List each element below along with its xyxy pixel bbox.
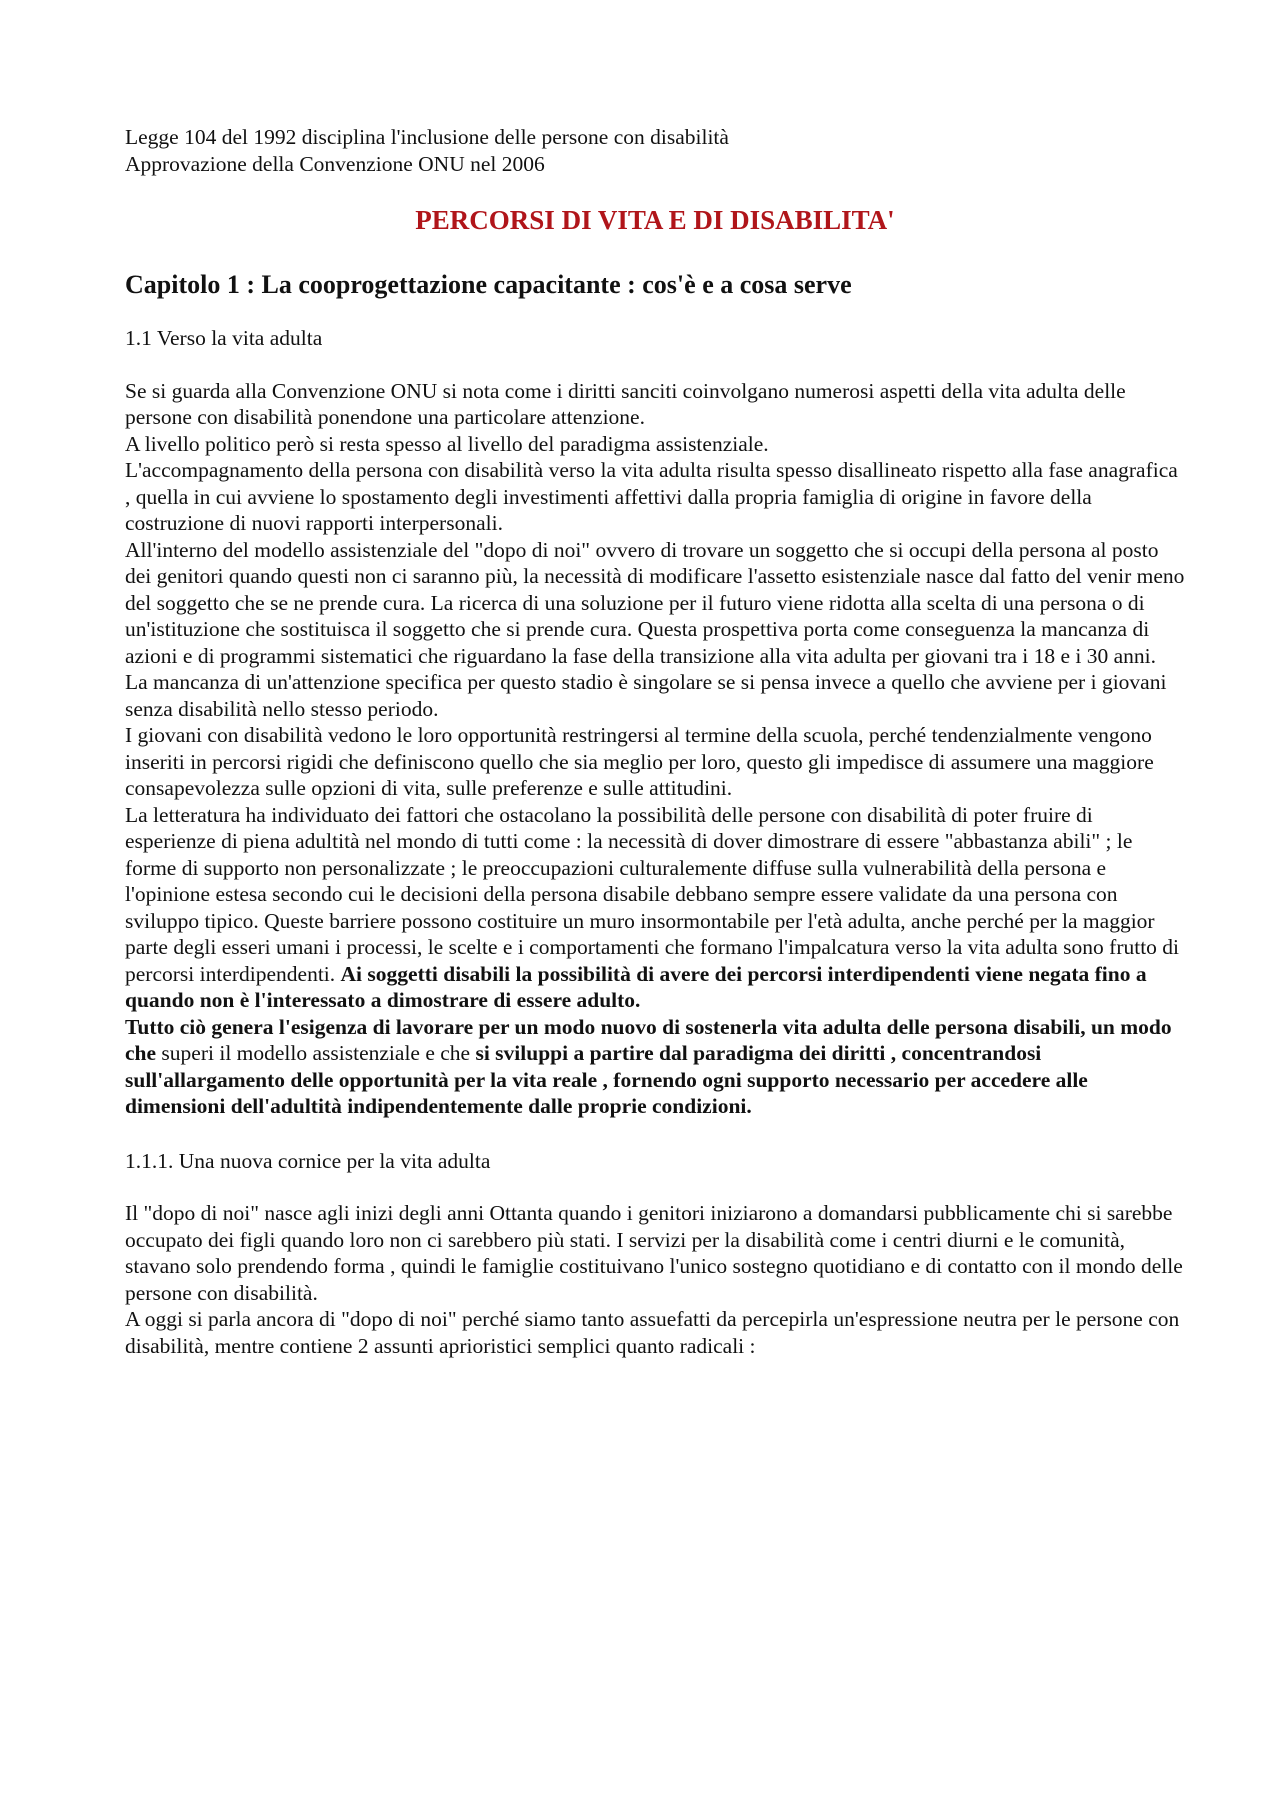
chapter-heading: Capitolo 1 : La cooprogettazione capacitante : cos'è e a cosa serve bbox=[125, 270, 852, 299]
bold-text: Tutto ciò genera l'esigenza di lavorare per un modo nuovo di sostenerla vita adulta delle persona disabili, un modo che bbox=[125, 1014, 1172, 1065]
bold-text: si sviluppi a partire dal paradigma dei diritti , concentrandosi sull'allargamento delle opportunità per la vita reale , fornendo ogni supporto necessario per accedere alle dimensioni dell'adultità indipendentemente dalle proprie condizioni. bbox=[125, 1041, 1088, 1118]
paragraph: L'accompagnamento della persona con disabilità verso la vita adulta risulta spesso disallineato rispetto alla fase anagrafica , quella in cui avviene lo spostamento degli investimenti affettivi dalla propria famiglia di origine in favore della costruzione di nuovi rapporti interpersonali. bbox=[125, 458, 1178, 535]
section-heading-1-1-1: 1.1.1. Una nuova cornice per la vita adulta bbox=[125, 1148, 491, 1173]
section-heading-1-1: 1.1 Verso la vita adulta bbox=[125, 326, 323, 350]
paragraph-text: La letteratura ha individuato dei fattori che ostacolano la possibilità delle persone con disabilità di poter fruire di esperienze di piena adultità nel mondo di tutti come : la necessità di dover dimostrare di essere "abbastanza abili" ; le forme di supporto non personalizzate ; le preoccupazioni culturalemente diffuse sulla vulnerabilità della persona e l'opinione estesa secondo cui le decisioni della persona disabile debbano sempre essere validate da una persona con sviluppo tipico. Queste barriere possono costituire un muro insormontabile per l'età adulta, anche perché per la maggior parte degli esseri umani i processi, le scelte e i comportamenti che formano l'impalcatura verso la vita adulta sono frutto di percorsi interdipendenti. bbox=[125, 802, 1180, 986]
bold-text: Ai soggetti disabili la possibilità di avere dei percorsi interdipendenti viene negata fino a quando non è l'interessato a dimostrare di essere adulto. bbox=[125, 961, 1147, 1012]
paragraph-new-model bbox=[125, 1014, 1185, 1120]
paragraph: La mancanza di un'attenzione specifica per questo stadio è singolare se si pensa invece a quello che avviene per i giovani senza disabilità nello stesso periodo. bbox=[125, 670, 1167, 721]
paragraph: I giovani con disabilità vedono le loro opportunità restringersi al termine della scuola, perché tendenzialmente vengono inseriti in percorsi rigidi che definiscono quello che sia meglio per loro, questo gli impedisce di assumere una maggiore consapevolezza sulle opzioni di vita, sulle preferenze e sulle attitudini. bbox=[125, 723, 1154, 800]
paragraph: Il "dopo di noi" nasce agli inizi degli anni Ottanta quando i genitori iniziarono a domandarsi pubblicamente chi si sarebbe occupato dei figli quando loro non ci sarebbero più stati. I servizi per la disabilità come i centri diurni e le comunità, stavano solo prendendo forma , quindi le famiglie costituivano l'unico sostegno quotidiano e di contatto con il mondo delle persone con disabilità. bbox=[125, 1201, 1183, 1305]
intro-line-convention: Approvazione della Convenzione ONU nel 2006 bbox=[125, 151, 545, 176]
paragraph: All'interno del modello assistenziale del "dopo di noi" ovvero di trovare un soggetto che si occupi della persona al posto dei genitori quando questi non ci saranno più, la necessità di modificare l'assetto esistenziale nasce dal fatto del venir meno del soggetto che se ne prende cura. La ricerca di una soluzione per il futuro viene ridotta alla scelta di una persona o di un'istituzione che sostituisca il soggetto che si prende cura. Questa prospettiva porta come conseguenza la mancanza di azioni e di programmi sistematici che riguardano la fase della transizione alla vita adulta per giovani tra i 18 e i 30 anni. bbox=[125, 537, 1185, 668]
section-1-1-1-body bbox=[125, 1200, 1185, 1359]
document-title: PERCORSI DI VITA E DI DISABILITA' bbox=[415, 205, 895, 235]
section-1-1-body bbox=[125, 378, 1185, 1120]
paragraph-text: superi il modello assistenziale e che bbox=[156, 1041, 476, 1065]
paragraph: A livello politico però si resta spesso al livello del paradigma assistenziale. bbox=[125, 431, 769, 456]
paragraph: Se si guarda alla Convenzione ONU si nota come i diritti sanciti coinvolgano numerosi aspetti della vita adulta delle persone con disabilità ponendone una particolare attenzione. bbox=[125, 378, 1126, 429]
intro-line-law: Legge 104 del 1992 disciplina l'inclusione delle persone con disabilità bbox=[125, 125, 729, 149]
paragraph-barriers bbox=[125, 802, 1185, 1014]
paragraph: A oggi si parla ancora di "dopo di noi" perché siamo tanto assuefatti da percepirla un'espressione neutra per le persone con disabilità, mentre contiene 2 assunti aprioristici semplici quanto radicali : bbox=[125, 1307, 1180, 1358]
document-page bbox=[125, 124, 1185, 1359]
